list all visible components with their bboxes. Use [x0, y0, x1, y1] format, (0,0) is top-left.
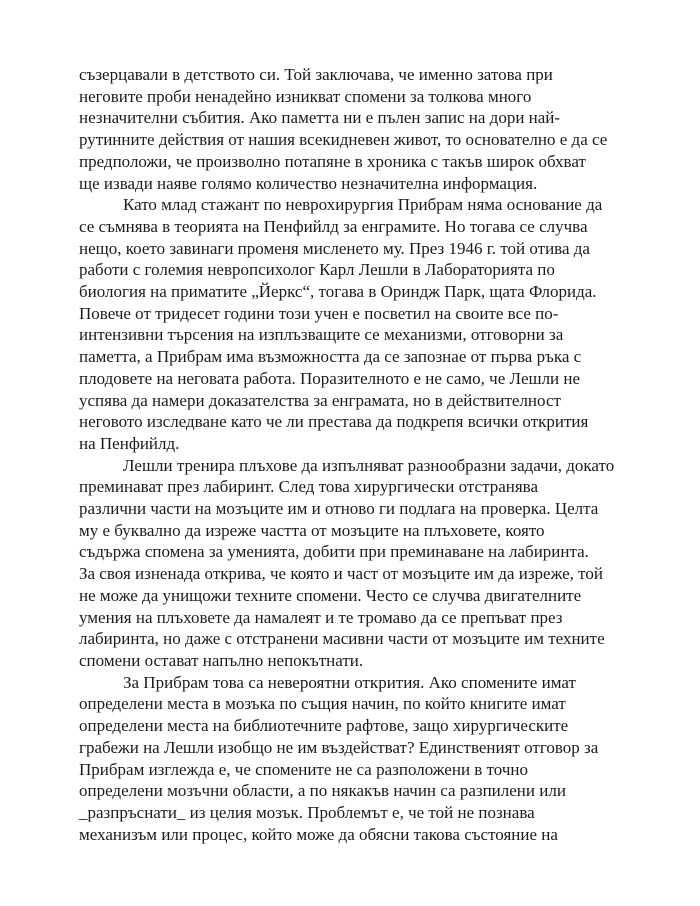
text-line: определени места в мозъка по същия начин, по който книгите имат: [79, 694, 566, 714]
text-line: плодовете на неговата работа. Поразителното е не само, че Лешли не: [79, 368, 581, 388]
paragraph-first-line: Лешли тренира плъхове да изпълняват разнообразни задачи, докато: [123, 455, 615, 475]
text-line: работи с големия невропсихолог Карл Лешли в Лабораторията по: [79, 260, 555, 280]
text-line: неговото изследване като че ли престава да подкрепя всички открития: [79, 412, 589, 432]
text-line: Прибрам изглежда е, че спомените не са разположени в точно: [79, 759, 528, 779]
text-line: Повече от тридесет години този учен е посветил на своите все по-: [79, 303, 559, 323]
body-text: [79, 64, 639, 845]
text-line: определени места на библиотечните рафтове, защо хирургическите: [79, 716, 569, 736]
text-line: съдържа спомена за уменията, добити при преминаване на лабиринта.: [79, 542, 589, 562]
text-line: се съмнява в теорията на Пенфийлд за енграмите. Но тогава се случва: [79, 216, 588, 236]
text-line: лабиринта, но даже с отстранени масивни части от мозъците им техните: [79, 629, 605, 649]
text-line: механизъм или процес, който може да обясни такова състояние на: [79, 824, 558, 844]
text-line: предположи, че произволно потапяне в хроника с такъв широк обхват: [79, 151, 586, 171]
text-line: интензивни търсения на изплъзващите се механизми, отговорни за: [79, 325, 564, 345]
text-line: умения на плъховете да намалеят и те тромаво да се препъват през: [79, 607, 563, 627]
text-line: паметта, а Прибрам има възможността да се запознае от първа ръка с: [79, 347, 582, 367]
text-line: незначителни събития. Ако паметта ни е пълен запис на дори най-: [79, 108, 561, 128]
text-line: определени мозъчни области, а по някакъв начин са разпилени или: [79, 781, 566, 801]
text-line: преминават през лабиринт. След това хирургически отстранява: [79, 477, 539, 497]
text-line: биология на приматите „Йеркс“, тогава в Ориндж Парк, щата Флорида.: [79, 282, 597, 302]
paragraph-first-line: За Прибрам това са невероятни открития. Ако спомените имат: [123, 672, 576, 692]
text-line: неговите проби ненадейно изникват спомени за толкова много: [79, 86, 532, 106]
text-line: За своя изненада открива, че която и част от мозъците им да изреже, той: [79, 564, 603, 584]
text-line: грабежи на Лешли изобщо не им въздействат? Единственият отговор за: [79, 737, 599, 757]
text-line: различни части на мозъците им и отново ги подлага на проверка. Целта: [79, 499, 599, 519]
text-line: не може да унищожи техните спомени. Често се случва двигателните: [79, 585, 582, 605]
text-line: ще извади наяве голямо количество незначителна информация.: [79, 173, 538, 193]
text-line: спомени остават напълно непокътнати.: [79, 650, 364, 670]
text-line: му е буквално да изреже частта от мозъците на плъховете, която: [79, 520, 545, 540]
paragraph-first-line: Като млад стажант по неврохирургия Прибрам няма основание да: [123, 195, 603, 215]
text-line: успява да намери доказателства за енграмата, но в действителност: [79, 390, 561, 410]
text-line: _разпръснати_ из целия мозък. Проблемът е, че той не познава: [79, 802, 535, 822]
text-line: на Пенфийлд.: [79, 433, 180, 453]
text-line: рутинните действия от нашия всекидневен живот, то основателно е да се: [79, 130, 608, 150]
text-line: нещо, което завинаги променя мисленето му. През 1946 г. той отива да: [79, 238, 590, 258]
text-line: съзерцавали в детството си. Той заключава, че именно затова при: [79, 65, 553, 84]
